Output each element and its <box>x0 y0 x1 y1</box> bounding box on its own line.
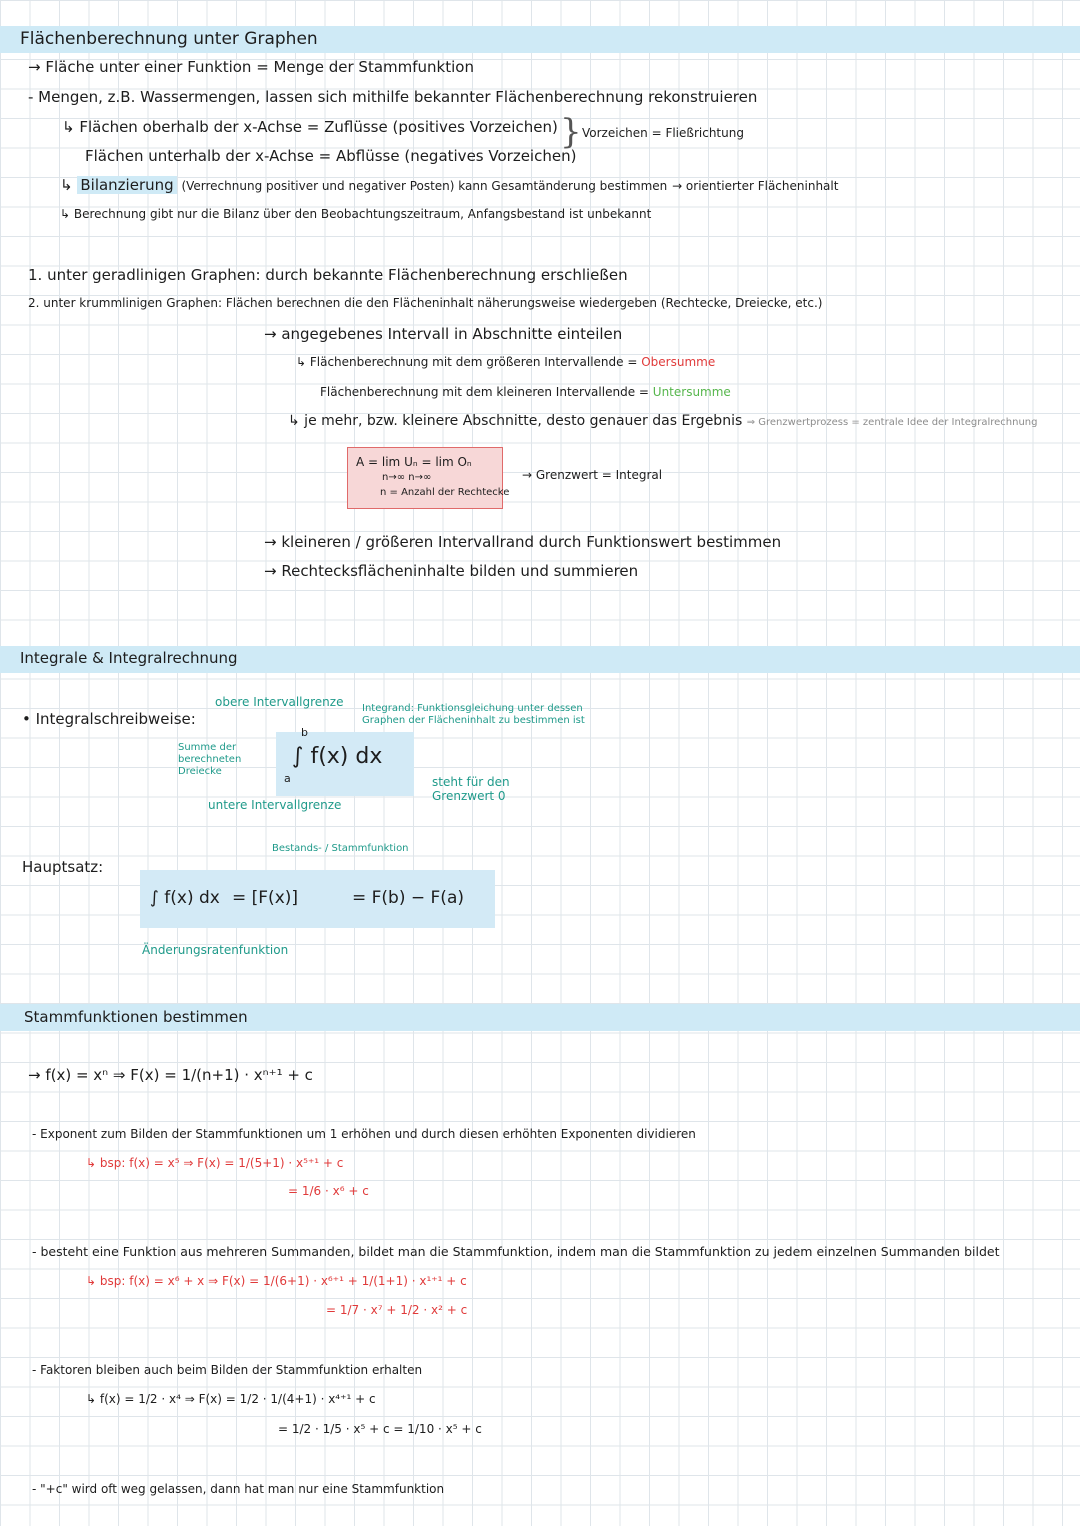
highlighted-term: Bilanzierung <box>77 176 176 194</box>
note-line: 2. unter krummlinigen Graphen: Flächen berechnen die den Flächeninhalt näherungsweise wiedergeben (Rechtecke, Dreiecke, etc.) <box>28 296 823 310</box>
annotation: Änderungsratenfunktion <box>142 943 289 957</box>
theorem-middle: = [F(x)] <box>232 888 299 908</box>
section-title: Stammfunktionen bestimmen <box>24 1008 248 1026</box>
note-line: Flächenberechnung mit dem kleineren Intervallende = Untersumme <box>320 385 731 399</box>
note-line: → Fläche unter einer Funktion = Menge der Stammfunktion <box>28 58 474 76</box>
limit-sub: n→∞ n→∞ <box>382 472 432 483</box>
note-line: ↳ je mehr, bzw. kleinere Abschnitte, desto genauer das Ergebnis ⇒ Grenzwertprozess = zentrale Idee der Integralrechnung <box>288 413 1038 429</box>
brace: } <box>560 112 582 152</box>
theorem-right: = F(b) − F(a) <box>352 888 464 908</box>
annotation: steht für den Grenzwert 0 <box>432 775 510 804</box>
example-line: ↳ f(x) = 1/2 · x⁴ ⇒ F(x) = 1/2 · 1/(4+1) · x⁴⁺¹ + c <box>86 1392 376 1406</box>
limit-note: n = Anzahl der Rechtecke <box>380 487 510 498</box>
note-line: Flächen unterhalb der x-Achse = Abflüsse (negatives Vorzeichen) <box>85 147 577 165</box>
note-line: ↳ Flächen oberhalb der x-Achse = Zuflüsse (positives Vorzeichen) <box>62 118 558 136</box>
note-line: → angegebenes Intervall in Abschnitte einteilen <box>264 325 623 343</box>
note-line: → Grenzwert = Integral <box>522 468 663 482</box>
annotation: Bestands- / Stammfunktion <box>272 843 409 854</box>
example-line: = 1/7 · x⁷ + 1/2 · x² + c <box>326 1303 468 1317</box>
note-line: - Mengen, z.B. Wassermengen, lassen sich mithilfe bekannter Flächenberechnung rekonstruieren <box>28 88 758 106</box>
note-line: → Rechtecksflächeninhalte bilden und summieren <box>264 562 639 580</box>
bound-b: b <box>301 726 308 739</box>
note-line: - "+c" wird oft weg gelassen, dann hat man nur eine Stammfunktion <box>32 1482 445 1496</box>
note-line: 1. unter geradlinigen Graphen: durch bekannte Flächenberechnung erschließen <box>28 266 628 284</box>
note-line: Vorzeichen = Fließrichtung <box>582 126 744 140</box>
note-line: - besteht eine Funktion aus mehreren Summanden, bildet man die Stammfunktion, indem man die Stammfunktion zu jedem einzelnen Summanden bildet <box>32 1244 1000 1259</box>
note-line: ↳ Berechnung gibt nur die Bilanz über den Beobachtungszeitraum, Anfangsbestand ist unbekannt <box>60 207 652 221</box>
example-line: ↳ bsp: f(x) = x⁶ + x ⇒ F(x) = 1/(6+1) · x⁶⁺¹ + 1/(1+1) · x¹⁺¹ + c <box>86 1274 467 1288</box>
limit-formula: A = lim Uₙ = lim Oₙ <box>356 455 472 469</box>
bound-a: a <box>284 772 291 785</box>
note-line: - Exponent zum Bilden der Stammfunktionen um 1 erhöhen und durch diesen erhöhten Exponenten dividieren <box>32 1127 696 1141</box>
note-line: ↳ Bilanzierung (Verrechnung positiver und negativer Posten) kann Gesamtänderung bestimmen → orientierter Flächeninhalt <box>60 176 839 194</box>
section-title: Integrale & Integralrechnung <box>20 649 238 667</box>
section-title: Flächenberechnung unter Graphen <box>20 29 318 49</box>
annotation: Integrand: Funktionsgleichung unter dessen Graphen der Flächeninhalt zu bestimmen ist <box>362 703 585 726</box>
annotation: obere Intervallgrenze <box>215 695 344 709</box>
example-line: = 1/6 · x⁶ + c <box>288 1184 369 1198</box>
annotation: Summe der berechneten Dreiecke <box>178 742 242 777</box>
integral-formula: ∫ f(x) dx <box>292 744 383 769</box>
note-line: → kleineren / größeren Intervallrand durch Funktionswert bestimmen <box>264 533 782 551</box>
bullet-label: Hauptsatz: <box>22 858 104 876</box>
note-line: ↳ Flächenberechnung mit dem größeren Intervallende = Obersumme <box>296 355 716 369</box>
example-line: ↳ bsp: f(x) = x⁵ ⇒ F(x) = 1/(5+1) · x⁵⁺¹ + c <box>86 1156 344 1170</box>
theorem-left: ∫ f(x) dx <box>150 888 220 908</box>
formula-line: → f(x) = xⁿ ⇒ F(x) = 1/(n+1) · xⁿ⁺¹ + c <box>28 1066 313 1084</box>
example-line: = 1/2 · 1/5 · x⁵ + c = 1/10 · x⁵ + c <box>278 1422 482 1436</box>
note-line: - Faktoren bleiben auch beim Bilden der Stammfunktion erhalten <box>32 1363 423 1377</box>
annotation: untere Intervallgrenze <box>208 798 342 812</box>
bullet-label: • Integralschreibweise: <box>22 710 196 728</box>
